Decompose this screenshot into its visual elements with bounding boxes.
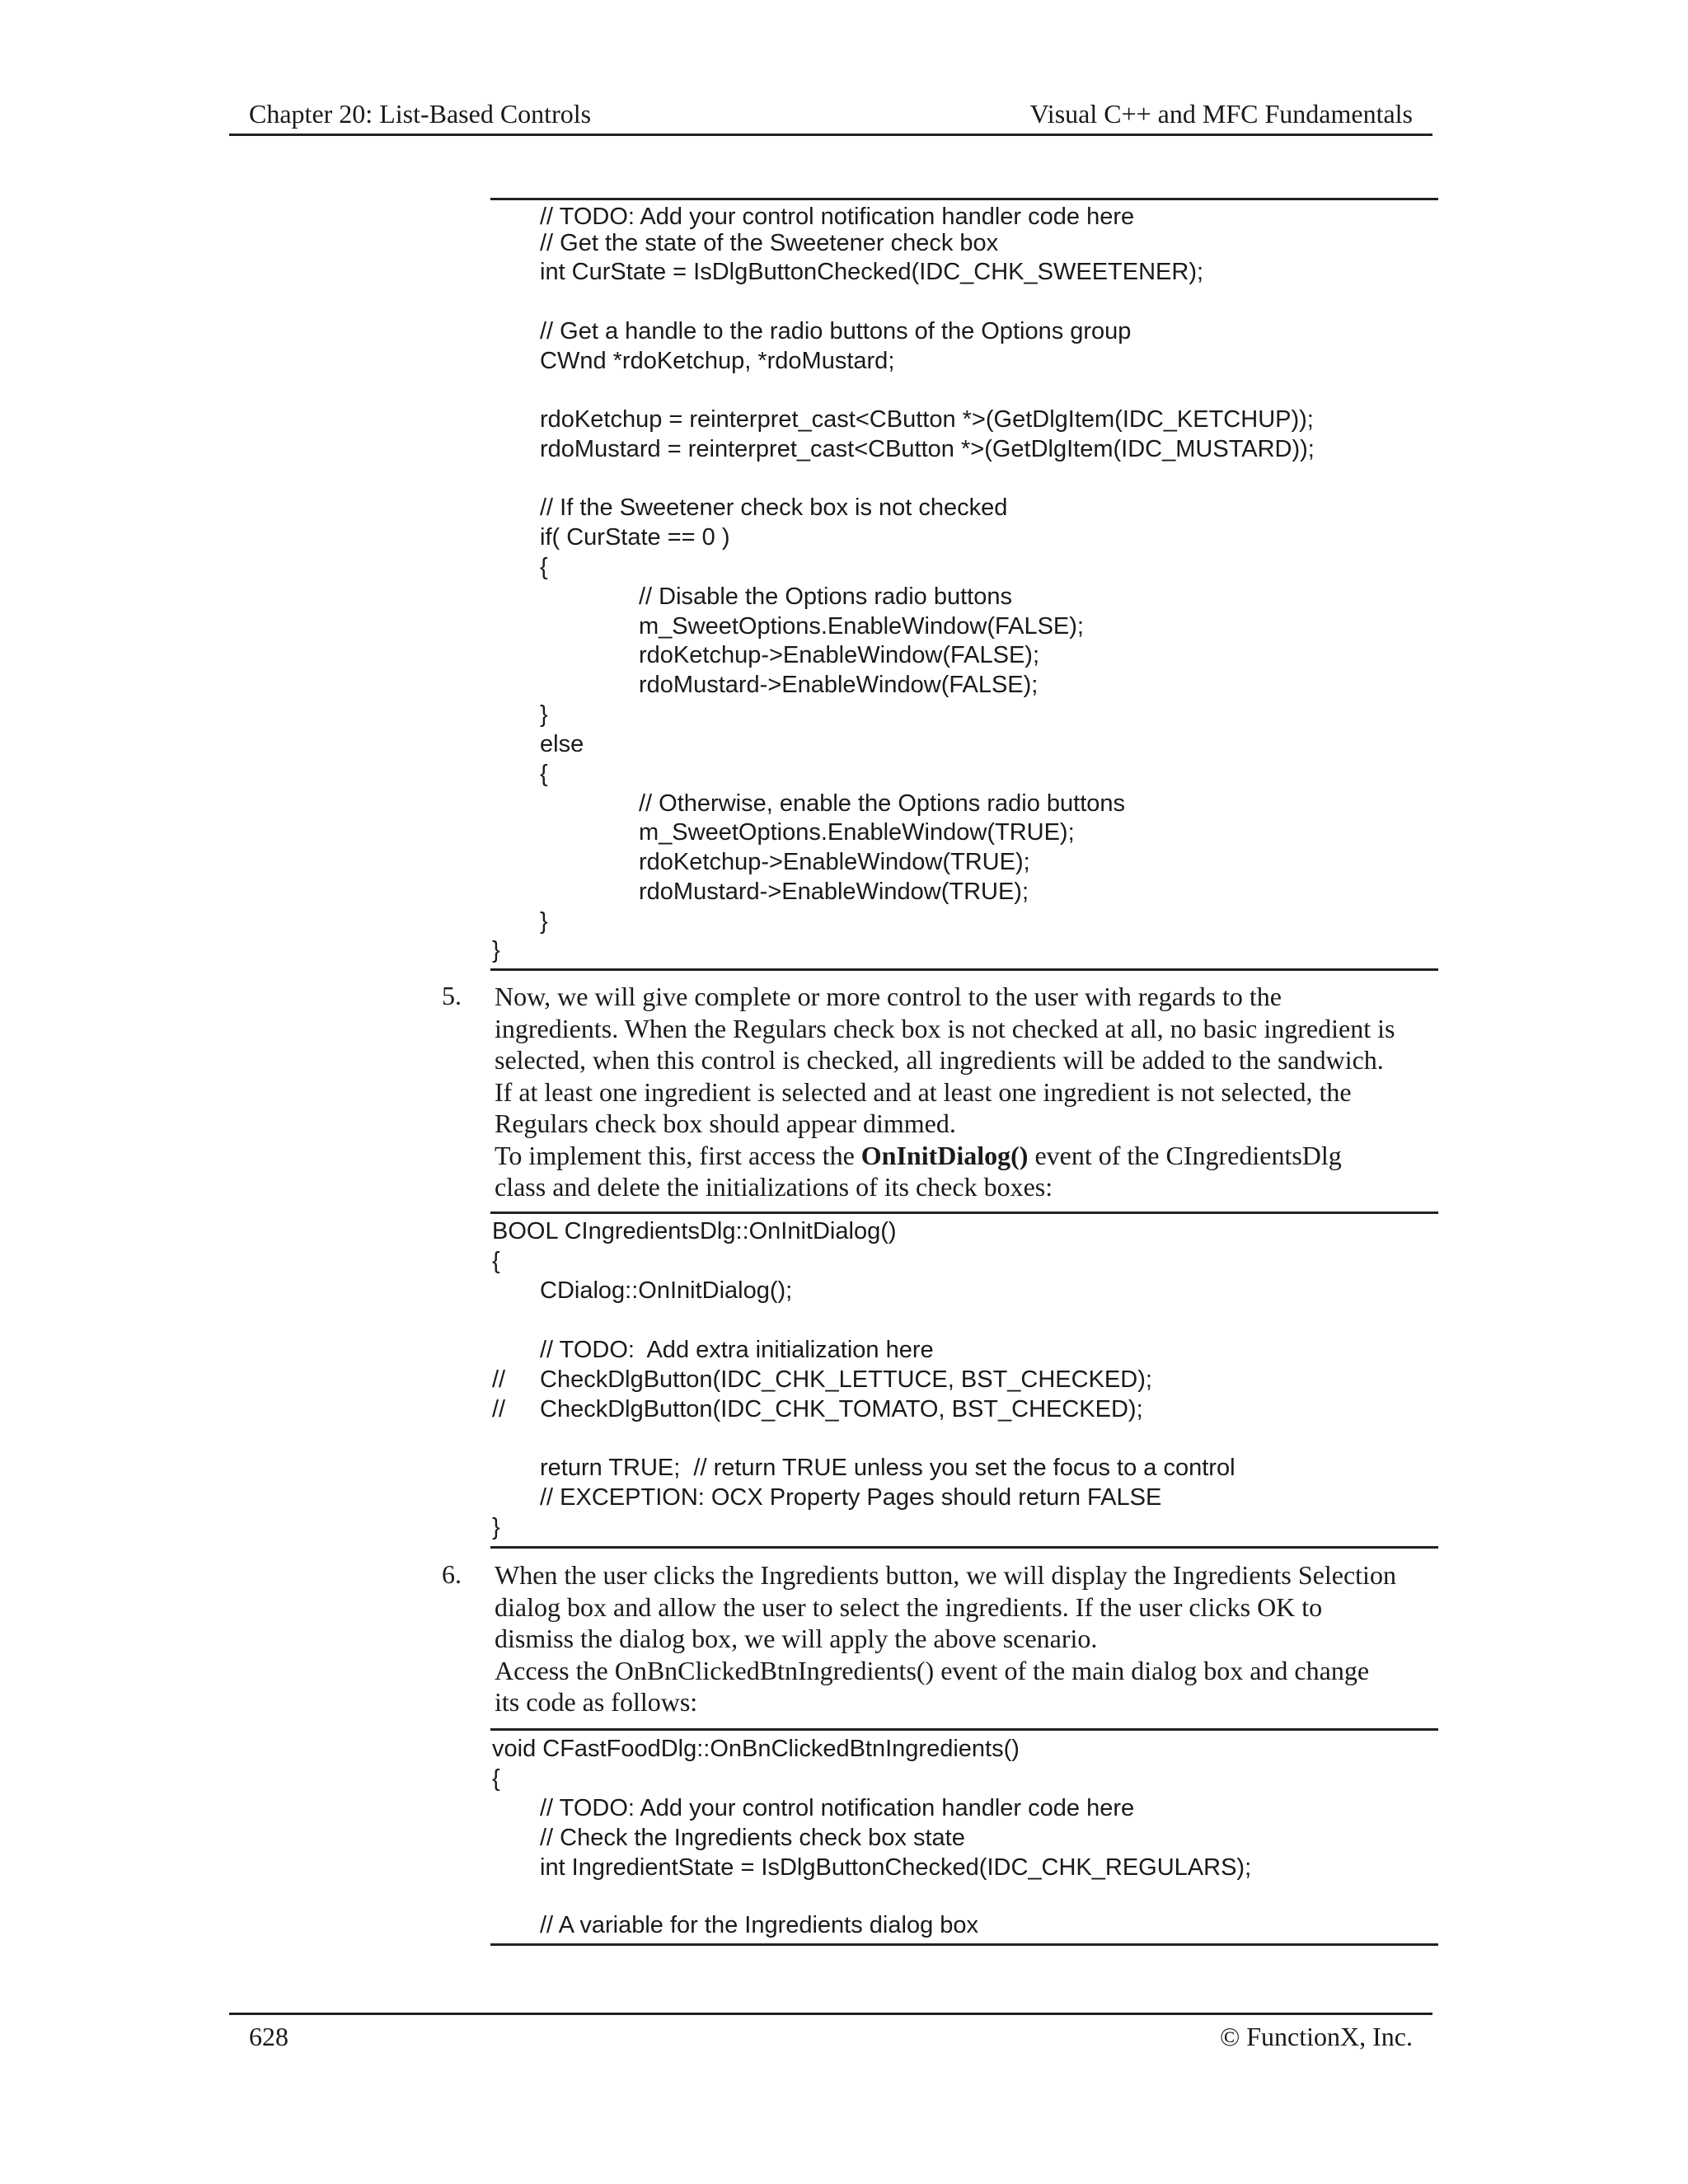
step-5-line: ingredients. When the Regulars check box is not checked at all, no basic ingredient is	[495, 1013, 1395, 1043]
code-line: rdoMustard->EnableWindow(FALSE);	[639, 672, 1039, 698]
step-5-line-text: To implement this, first access the	[495, 1140, 861, 1170]
code-line: // Disable the Options radio buttons	[639, 583, 1012, 610]
step-5-line: class and delete the initializations of its check boxes:	[495, 1172, 1053, 1202]
header-chapter-title: Chapter 20: List-Based Controls	[249, 99, 592, 129]
header-book-title: Visual C++ and MFC Fundamentals	[1029, 99, 1413, 129]
step-5-number: 5.	[442, 981, 462, 1010]
footer-page-number: 628	[249, 2022, 288, 2051]
code-line: // If the Sweetener check box is not checked	[540, 494, 1008, 521]
code-line: // TODO: Add your control notification handler code here	[540, 1795, 1135, 1821]
code-line: CWnd *rdoKetchup, *rdoMustard;	[540, 348, 895, 374]
code-line: }	[492, 1514, 500, 1540]
code-line: if( CurState == 0 )	[540, 524, 730, 551]
code-line: // TODO: Add your control notification handler code here	[540, 204, 1135, 230]
code-line: else	[540, 731, 584, 757]
code-line: // A variable for the Ingredients dialog box	[540, 1912, 979, 1938]
page-header	[229, 97, 1432, 136]
code-line: CDialog::OnInitDialog();	[540, 1277, 793, 1304]
step-6-line: Access the OnBnClickedBtnIngredients() event of the main dialog box and change	[495, 1655, 1370, 1685]
code-line: // TODO: Add extra initialization here	[540, 1337, 934, 1363]
oninitdialog-keyword: OnInitDialog()	[860, 1140, 1029, 1170]
code-line: CheckDlgButton(IDC_CHK_LETTUCE, BST_CHECKED);	[540, 1366, 1152, 1393]
code-line: {	[492, 1765, 500, 1792]
code-line: m_SweetOptions.EnableWindow(FALSE);	[639, 613, 1084, 640]
step-6-number: 6.	[442, 1559, 462, 1589]
step-6-line: dialog box and allow the user to select the ingredients. If the user clicks OK to	[495, 1591, 1323, 1622]
code-line: {	[540, 554, 548, 580]
code-line: rdoKetchup->EnableWindow(FALSE);	[639, 642, 1040, 668]
code-line: {	[540, 761, 548, 787]
step-6-line: its code as follows:	[495, 1687, 698, 1717]
page-footer	[229, 2013, 1432, 2064]
code-line: m_SweetOptions.EnableWindow(TRUE);	[639, 819, 1075, 846]
code-line: // Get the state of the Sweetener check box	[540, 230, 999, 256]
step-5-line	[495, 1140, 1451, 1172]
step-5-line: Regulars check box should appear dimmed.	[495, 1108, 956, 1138]
step-5-line-text: event of the CIngredientsDlg	[1028, 1140, 1342, 1170]
code-line: }	[492, 937, 500, 963]
code-line: return TRUE; // return TRUE unless you set the focus to a control	[540, 1455, 1236, 1481]
code-line: BOOL CIngredientsDlg::OnInitDialog()	[492, 1218, 897, 1244]
code-line: rdoKetchup = reinterpret_cast<CButton *>(GetDlgItem(IDC_KETCHUP));	[540, 406, 1314, 433]
step-5-line: If at least one ingredient is selected and at least one ingredient is not selected, the	[495, 1076, 1352, 1107]
code-line: int IngredientState = IsDlgButtonChecked(IDC_CHK_REGULARS);	[540, 1854, 1252, 1881]
code-line: // Check the Ingredients check box state	[540, 1825, 965, 1851]
code-line: rdoMustard->EnableWindow(TRUE);	[639, 879, 1029, 905]
code-line: //	[492, 1366, 506, 1393]
code-line: {	[492, 1248, 500, 1274]
code-line: int CurState = IsDlgButtonChecked(IDC_CHK_SWEETENER);	[540, 259, 1204, 285]
code-line: }	[540, 908, 548, 935]
code-line: }	[540, 701, 548, 728]
step-5-line: selected, when this control is checked, all ingredients will be added to the sandwich.	[495, 1045, 1384, 1075]
code-line: //	[492, 1396, 506, 1422]
footer-copyright: © FunctionX, Inc.	[1219, 2022, 1413, 2051]
step-6-line: dismiss the dialog box, we will apply the above scenario.	[495, 1624, 1098, 1653]
code-line: // EXCEPTION: OCX Property Pages should return FALSE	[540, 1484, 1162, 1511]
code-line: // Get a handle to the radio buttons of the Options group	[540, 318, 1132, 344]
step-6-line: When the user clicks the Ingredients button, we will display the Ingredients Selection	[495, 1560, 1396, 1590]
step-5-line: Now, we will give complete or more control to the user with regards to the	[495, 982, 1282, 1011]
code-line: rdoMustard = reinterpret_cast<CButton *>(GetDlgItem(IDC_MUSTARD));	[540, 436, 1315, 462]
step-5-text	[495, 981, 1451, 1203]
code-line: void CFastFoodDlg::OnBnClickedBtnIngredients()	[492, 1736, 1020, 1762]
code-line: // Otherwise, enable the Options radio buttons	[639, 790, 1126, 817]
step-6-text	[495, 1559, 1451, 1718]
code-line: rdoKetchup->EnableWindow(TRUE);	[639, 849, 1030, 875]
code-line: CheckDlgButton(IDC_CHK_TOMATO, BST_CHECKED);	[540, 1396, 1143, 1422]
